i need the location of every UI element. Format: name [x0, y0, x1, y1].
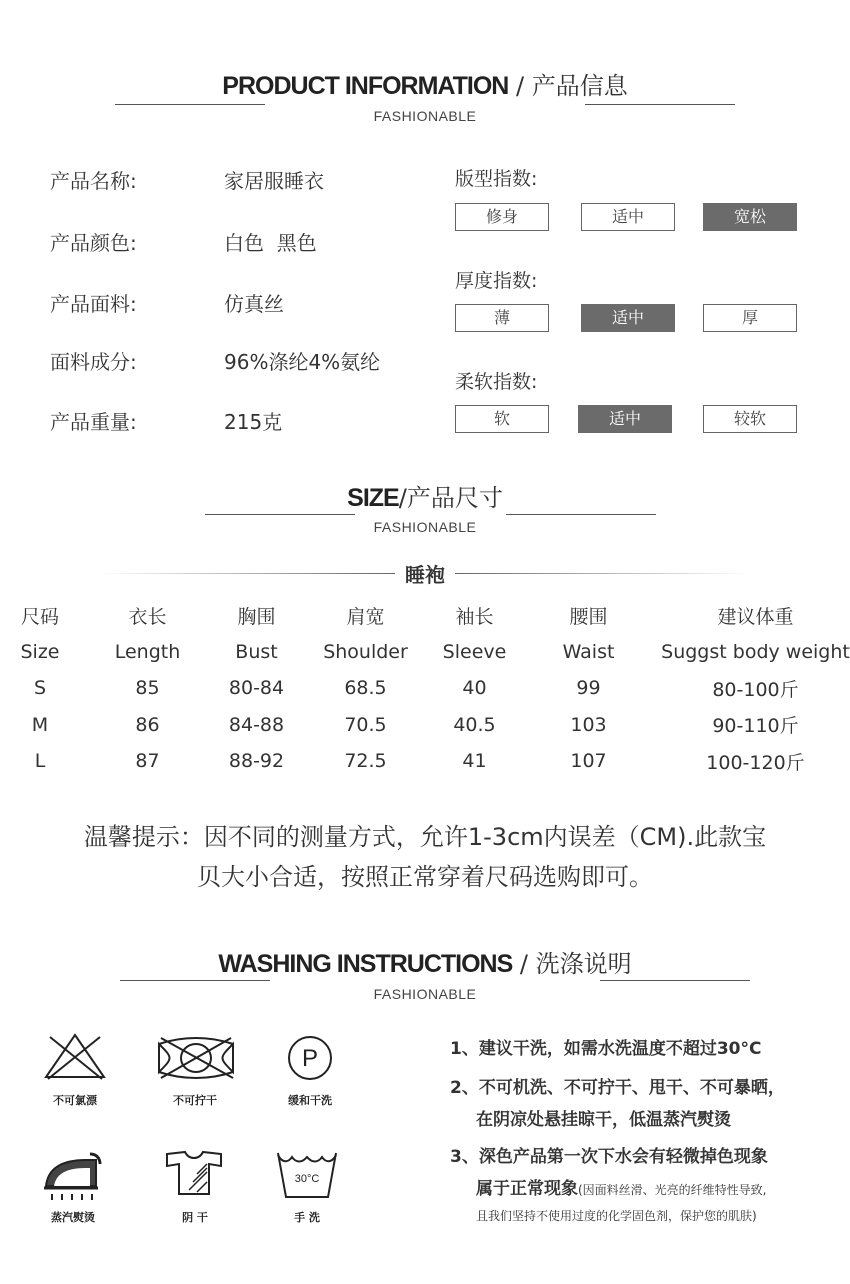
softness-option-soft: 软 — [455, 405, 549, 433]
instruction-3b — [476, 1174, 767, 1199]
instruction-1: 1、建议干洗，如需水洗温度不超过30°C — [450, 1039, 762, 1059]
table-cell: 90-110斤 — [712, 715, 799, 738]
robe-divider-left — [100, 573, 395, 574]
dry-clean-symbol: P — [301, 1045, 319, 1072]
table-row — [0, 743, 850, 780]
washing-title-en: WASHING INSTRUCTIONS — [218, 950, 513, 978]
hand-wash-icon — [274, 1149, 340, 1203]
table-cell: L — [34, 750, 46, 773]
header-cell: 胸围 — [237, 605, 276, 628]
product-info-title-sep: / — [508, 72, 532, 100]
washing-divider-left — [120, 980, 270, 981]
table-header-en — [0, 634, 850, 671]
shade-dry-label: 阴 干 — [182, 1211, 208, 1224]
fit-option-slim: 修身 — [455, 203, 549, 231]
washing-title-zh: 洗涤说明 — [535, 950, 632, 978]
instruction-3b-note: (因面料丝滑、光亮的纤维特性导致, — [578, 1183, 767, 1197]
table-cell: 68.5 — [344, 677, 387, 700]
washing-title-sep: / — [512, 950, 536, 978]
fit-index-label: 版型指数: — [455, 168, 538, 190]
softness-index-label: 柔软指数: — [455, 371, 538, 393]
header-cell: Length — [114, 640, 181, 663]
hand-wash-temp: 30°C — [294, 1173, 320, 1185]
tip-line-1: 温馨提示：因不同的测量方式，允许1-3cm内误差（CM).此款宝 — [83, 823, 767, 851]
header-cell: 腰围 — [569, 605, 608, 628]
table-cell: 80-100斤 — [712, 678, 799, 701]
field-value-name: 家居服睡衣 — [224, 169, 324, 193]
thickness-option-medium: 适中 — [581, 304, 675, 332]
table-cell: 40 — [462, 677, 487, 700]
table-cell: S — [33, 677, 47, 700]
table-cell: 41 — [462, 750, 487, 773]
header-cell: 衣长 — [128, 605, 167, 628]
table-cell: 103 — [570, 713, 607, 736]
field-value-color: 白色 黑色 — [224, 231, 317, 255]
table-cell: 87 — [135, 750, 160, 773]
steam-iron-label: 蒸汽熨烫 — [51, 1211, 95, 1224]
fit-option-loose: 宽松 — [703, 203, 797, 231]
thickness-option-thin: 薄 — [455, 304, 549, 332]
field-label-weight: 产品重量: — [50, 410, 137, 434]
table-cell: 107 — [570, 750, 607, 773]
softness-option-medium: 适中 — [578, 405, 672, 433]
header-cell: 袖长 — [455, 605, 494, 628]
table-cell: 85 — [135, 677, 160, 700]
hand-wash-label: 手 洗 — [294, 1211, 320, 1224]
table-cell: 80-84 — [228, 677, 285, 700]
mild-dry-clean-label: 缓和干洗 — [288, 1094, 332, 1107]
product-info-title-en: PRODUCT INFORMATION — [222, 72, 509, 100]
header-cell: 尺码 — [20, 605, 59, 628]
size-divider-right — [506, 514, 656, 515]
shade-dry-shirt-icon — [163, 1148, 225, 1198]
size-divider-left — [205, 514, 355, 515]
robe-divider-right — [455, 573, 750, 574]
header-cell: Sleeve — [442, 640, 507, 663]
field-value-weight: 215克 — [224, 410, 283, 434]
table-row — [0, 670, 850, 707]
size-title — [0, 478, 850, 513]
product-info-title — [0, 66, 850, 101]
fit-option-regular: 适中 — [581, 203, 675, 231]
table-cell: 70.5 — [344, 713, 387, 736]
instruction-2b: 在阴凉处悬挂晾干，低温蒸汽熨烫 — [476, 1110, 731, 1130]
washing-subtitle: FASHIONABLE — [373, 986, 477, 1002]
instruction-2a: 2、不可机洗、不可拧干、甩干、不可暴晒， — [450, 1078, 785, 1098]
header-cell: Bust — [235, 640, 278, 663]
table-cell: 72.5 — [344, 750, 387, 773]
field-label-composition: 面料成分: — [50, 350, 137, 374]
header-cell: 肩宽 — [346, 605, 385, 628]
size-title-en: SIZE — [347, 484, 399, 512]
header-cell: Suggst body weight — [661, 640, 850, 663]
no-bleach-label: 不可氯漂 — [53, 1094, 97, 1107]
washing-title — [0, 944, 850, 979]
product-info-title-zh: 产品信息 — [531, 72, 628, 100]
size-subtitle: FASHIONABLE — [373, 519, 477, 535]
field-value-fabric: 仿真丝 — [224, 292, 284, 316]
thickness-option-thick: 厚 — [703, 304, 797, 332]
thickness-index-label: 厚度指数: — [455, 270, 538, 292]
header-cell: Waist — [562, 640, 615, 663]
instruction-3a: 3、深色产品第一次下水会有轻微掉色现象 — [450, 1147, 768, 1167]
field-label-color: 产品颜色: — [50, 231, 137, 255]
table-cell: 88-92 — [228, 750, 285, 773]
product-info-subtitle: FASHIONABLE — [373, 108, 477, 124]
no-wring-label: 不可拧干 — [173, 1094, 217, 1107]
size-table — [0, 597, 850, 780]
field-label-fabric: 产品面料: — [50, 292, 137, 316]
steam-iron-icon — [40, 1150, 102, 1204]
header-cell: 建议体重 — [717, 605, 794, 628]
field-value-composition: 96%涤纶4%氨纶 — [224, 350, 381, 374]
washing-divider-right — [600, 980, 750, 981]
no-wring-icon — [153, 1034, 239, 1080]
dry-clean-p-icon — [286, 1034, 334, 1082]
header-cell: Size — [20, 640, 60, 663]
table-cell: M — [31, 713, 49, 736]
robe-label: 睡袍 — [405, 563, 445, 587]
no-bleach-icon — [42, 1031, 108, 1081]
table-cell: 86 — [135, 713, 160, 736]
table-cell: 84-88 — [228, 713, 285, 736]
size-title-zh: /产品尺寸 — [398, 484, 503, 512]
instruction-3c — [476, 1205, 757, 1225]
table-header-zh — [0, 597, 850, 634]
field-label-name: 产品名称: — [50, 169, 137, 193]
header-cell: Shoulder — [323, 640, 408, 663]
table-row — [0, 707, 850, 744]
softness-option-softer: 较软 — [703, 405, 797, 433]
tip-line-2: 贝大小合适，按照正常穿着尺码选购即可。 — [197, 863, 653, 891]
table-cell: 99 — [576, 677, 601, 700]
divider-right — [585, 104, 735, 105]
instruction-3b-bold: 属于正常现象 — [476, 1179, 578, 1199]
instruction-3c-note: 且我们坚持不使用过度的化学固色剂，保护您的肌肤) — [476, 1209, 757, 1223]
table-cell: 100-120斤 — [706, 751, 805, 774]
divider-left — [115, 104, 265, 105]
table-cell: 40.5 — [453, 713, 496, 736]
